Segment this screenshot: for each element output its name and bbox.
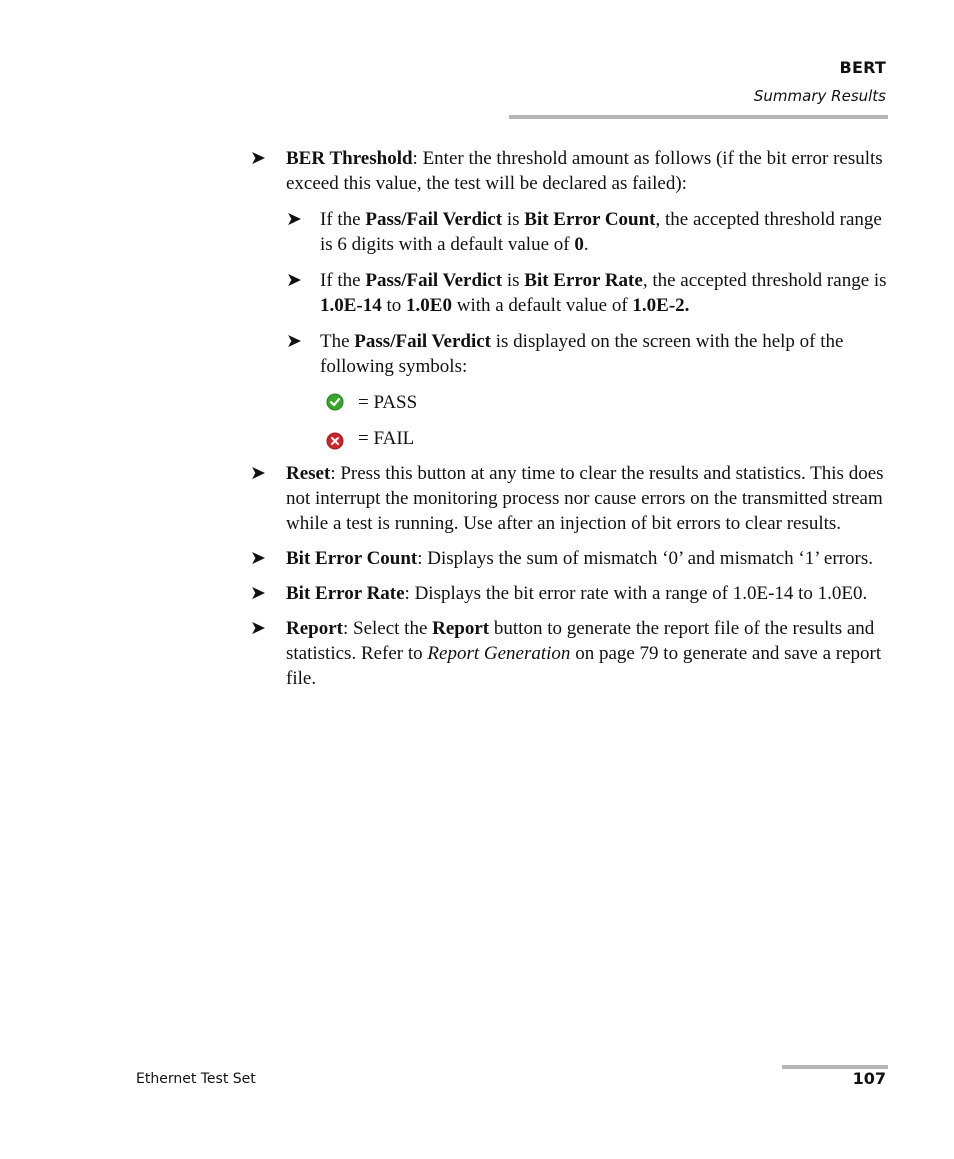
term: Bit Error Count xyxy=(524,209,656,230)
sublist-item-bit-error-rate xyxy=(286,268,888,318)
term: Report xyxy=(432,618,490,639)
symbol-label: = FAIL xyxy=(358,428,415,449)
description: : Enter the threshold amount as follows (if the bit error results exceed this value, the test will be declared as failed): xyxy=(286,148,883,194)
list-item-bit-error-count xyxy=(248,546,888,571)
list-item-report xyxy=(248,616,888,691)
symbol-label: = PASS xyxy=(358,392,418,413)
sublist-item-bit-error-count xyxy=(286,207,888,257)
text: to xyxy=(381,295,407,316)
term: Bit Error Count xyxy=(286,548,418,569)
bullet-arrow-icon: ➤ xyxy=(250,618,266,639)
term: Bit Error Rate xyxy=(524,270,643,291)
text: : Select the xyxy=(342,618,433,639)
term: Pass/Fail Verdict xyxy=(365,270,503,291)
text: is xyxy=(502,209,525,230)
list-item-bit-error-rate xyxy=(248,581,888,606)
list-item-ber-threshold xyxy=(248,146,888,451)
text: , the accepted threshold range is 6 digits with a default value of xyxy=(320,209,882,255)
text: , the accepted threshold range is xyxy=(642,270,887,291)
description: : Displays the sum of mismatch ‘0’ and mismatch ‘1’ errors. xyxy=(417,548,873,569)
text: is displayed on the screen with the help of the following symbols: xyxy=(320,331,844,377)
term: BER Threshold xyxy=(286,148,413,169)
bullet-arrow-icon: ➤ xyxy=(250,583,266,604)
term: Report xyxy=(286,618,343,639)
bullet-arrow-icon: ➤ xyxy=(286,209,302,230)
bullet-arrow-icon: ➤ xyxy=(250,148,266,169)
text: with a default value of xyxy=(451,295,633,316)
sublist xyxy=(286,207,888,451)
header-section: Summary Results xyxy=(753,87,886,105)
symbol-fail xyxy=(286,426,888,451)
description: : Displays the bit error rate with a range of 1.0E-14 to 1.0E0. xyxy=(404,583,868,604)
value: 1.0E-14 xyxy=(320,295,382,316)
text: The xyxy=(320,331,355,352)
term: Reset xyxy=(286,463,331,484)
value: 1.0E0 xyxy=(406,295,452,316)
term: Pass/Fail Verdict xyxy=(354,331,491,352)
content xyxy=(248,146,888,701)
header-chapter: BERT xyxy=(839,58,886,77)
red-x-icon xyxy=(326,432,344,450)
green-check-icon xyxy=(326,393,344,411)
symbol-pass xyxy=(286,390,888,415)
text: button to generate the report file of the results and statistics. Refer to xyxy=(286,618,875,664)
bullet-arrow-icon: ➤ xyxy=(286,331,302,352)
cross-reference: Report Generation xyxy=(427,643,571,664)
page-number: 107 xyxy=(852,1069,886,1088)
header-rule xyxy=(509,115,888,119)
term: 0 xyxy=(574,234,584,255)
sublist-item-verdict-symbols xyxy=(286,329,888,379)
text: If the xyxy=(320,270,366,291)
bullet-arrow-icon: ➤ xyxy=(286,270,302,291)
term: Bit Error Rate xyxy=(286,583,405,604)
text: on page 79 to generate and save a report file. xyxy=(286,643,882,689)
value: 1.0E-2. xyxy=(632,295,690,316)
footer-product: Ethernet Test Set xyxy=(136,1071,256,1087)
bullet-arrow-icon: ➤ xyxy=(250,548,266,569)
text: is xyxy=(502,270,525,291)
bullet-arrow-icon: ➤ xyxy=(250,463,266,484)
text: . xyxy=(583,234,589,255)
list-item-reset xyxy=(248,461,888,536)
term: Pass/Fail Verdict xyxy=(365,209,503,230)
description: : Press this button at any time to clear the results and statistics. This does not interrupt the monitoring process nor cause errors on the transmitted stream while a test is running. Use after an injection of bit errors to clear results. xyxy=(286,463,884,534)
text: If the xyxy=(320,209,366,230)
